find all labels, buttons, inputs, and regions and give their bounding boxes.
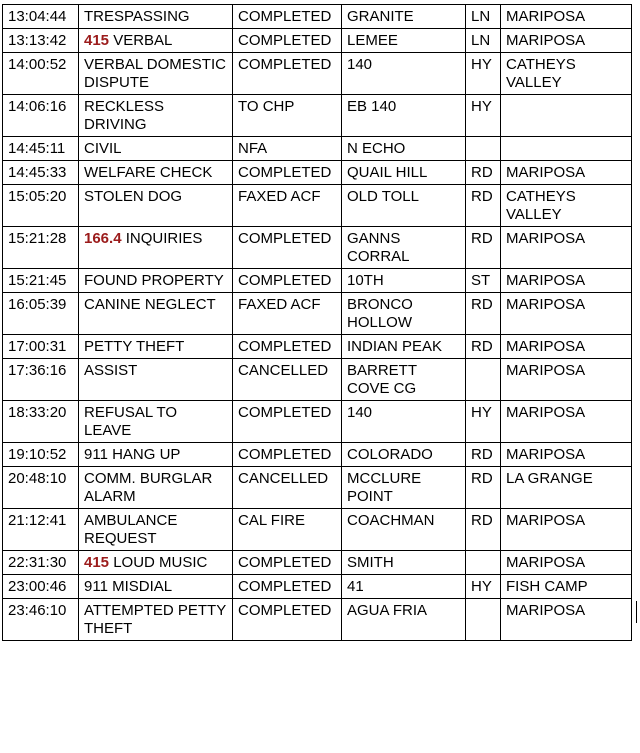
time-cell	[3, 293, 79, 335]
time-cell	[3, 5, 79, 29]
disposition-cell	[233, 161, 342, 185]
city-text: MARIPOSA	[506, 446, 586, 463]
margin-line	[636, 601, 637, 623]
time-text: 15:21:28	[8, 230, 67, 247]
street-text: COLORADO	[347, 446, 433, 463]
nature-text: ATTEMPTED PETTY THEFT	[84, 602, 226, 637]
time-cell	[3, 575, 79, 599]
city-cell	[501, 53, 632, 95]
disposition-cell	[233, 551, 342, 575]
type-text: RD	[471, 470, 493, 487]
disposition-text: COMPLETED	[238, 446, 332, 463]
city-text: MARIPOSA	[506, 32, 586, 49]
nature-text: REFUSAL TO LEAVE	[84, 404, 178, 439]
type-cell	[466, 29, 501, 53]
city-text: MARIPOSA	[506, 602, 586, 619]
street-cell	[342, 551, 466, 575]
city-text: MARIPOSA	[506, 164, 586, 181]
table-row	[3, 5, 632, 29]
street-text: GANNS CORRAL	[347, 230, 410, 265]
type-cell	[466, 509, 501, 551]
penal-code: 415	[84, 32, 110, 49]
city-cell	[501, 551, 632, 575]
city-cell	[501, 29, 632, 53]
time-text: 13:13:42	[8, 32, 67, 49]
table-row	[3, 29, 632, 53]
street-cell	[342, 401, 466, 443]
street-text: BARRETT COVE CG	[347, 362, 417, 397]
street-cell	[342, 467, 466, 509]
street-text: EB 140	[347, 98, 397, 115]
city-text: MARIPOSA	[506, 554, 586, 571]
time-text: 18:33:20	[8, 404, 67, 421]
type-cell	[466, 599, 501, 641]
disposition-text: TO CHP	[238, 98, 295, 115]
time-text: 13:04:44	[8, 8, 67, 25]
type-cell	[466, 95, 501, 137]
disposition-text: NFA	[238, 140, 268, 157]
street-cell	[342, 227, 466, 269]
city-text: LA GRANGE	[506, 470, 593, 487]
nature-cell	[79, 401, 233, 443]
city-cell	[501, 509, 632, 551]
city-text: MARIPOSA	[506, 338, 586, 355]
nature-text: 911 HANG UP	[84, 446, 181, 463]
penal-code: 166.4	[84, 230, 122, 247]
call-log-table	[2, 4, 632, 641]
disposition-cell	[233, 185, 342, 227]
disposition-text: COMPLETED	[238, 56, 332, 73]
time-cell	[3, 29, 79, 53]
table-row	[3, 509, 632, 551]
type-cell	[466, 137, 501, 161]
street-cell	[342, 293, 466, 335]
disposition-cell	[233, 335, 342, 359]
street-text: 140	[347, 56, 373, 73]
disposition-text: COMPLETED	[238, 164, 332, 181]
nature-cell	[79, 161, 233, 185]
disposition-cell	[233, 29, 342, 53]
nature-text: STOLEN DOG	[84, 188, 183, 205]
disposition-text: CANCELLED	[238, 470, 329, 487]
street-text: 140	[347, 404, 373, 421]
street-cell	[342, 443, 466, 467]
time-text: 17:00:31	[8, 338, 67, 355]
street-text: AGUA FRIA	[347, 602, 428, 619]
disposition-cell	[233, 293, 342, 335]
disposition-cell	[233, 269, 342, 293]
nature-text: VERBAL DOMESTIC DISPUTE	[84, 56, 226, 91]
disposition-cell	[233, 5, 342, 29]
disposition-text: FAXED ACF	[238, 296, 321, 313]
nature-cell	[79, 269, 233, 293]
city-cell	[501, 137, 632, 161]
street-text: SMITH	[347, 554, 394, 571]
city-text: FISH CAMP	[506, 578, 588, 595]
nature-cell	[79, 359, 233, 401]
nature-text: 911 MISDIAL	[84, 578, 173, 595]
disposition-text: COMPLETED	[238, 8, 332, 25]
type-cell	[466, 575, 501, 599]
street-cell	[342, 53, 466, 95]
time-text: 15:05:20	[8, 188, 67, 205]
nature-text: CANINE NEGLECT	[84, 296, 216, 313]
time-cell	[3, 185, 79, 227]
city-text: MARIPOSA	[506, 272, 586, 289]
table-row	[3, 137, 632, 161]
table-row	[3, 551, 632, 575]
street-text: COACHMAN	[347, 512, 435, 529]
city-text: MARIPOSA	[506, 404, 586, 421]
disposition-cell	[233, 401, 342, 443]
time-text: 14:45:33	[8, 164, 67, 181]
type-text: HY	[471, 578, 492, 595]
street-text: MCCLURE POINT	[347, 470, 422, 505]
city-text: MARIPOSA	[506, 230, 586, 247]
table-row	[3, 443, 632, 467]
type-text: HY	[471, 98, 492, 115]
city-cell	[501, 5, 632, 29]
table-row	[3, 401, 632, 443]
city-cell	[501, 95, 632, 137]
disposition-cell	[233, 137, 342, 161]
city-text: MARIPOSA	[506, 512, 586, 529]
nature-text: AMBULANCE REQUEST	[84, 512, 178, 547]
type-cell	[466, 227, 501, 269]
nature-text: INQUIRIES	[125, 230, 203, 247]
type-cell	[466, 269, 501, 293]
nature-cell	[79, 467, 233, 509]
type-cell	[466, 5, 501, 29]
nature-text: PETTY THEFT	[84, 338, 185, 355]
street-text: INDIAN PEAK	[347, 338, 443, 355]
type-text: LN	[471, 8, 491, 25]
type-cell	[466, 359, 501, 401]
street-cell	[342, 335, 466, 359]
type-text: RD	[471, 188, 493, 205]
disposition-text: COMPLETED	[238, 272, 332, 289]
street-cell	[342, 137, 466, 161]
time-text: 21:12:41	[8, 512, 67, 529]
nature-cell	[79, 185, 233, 227]
disposition-text: COMPLETED	[238, 338, 332, 355]
nature-text: RECKLESS DRIVING	[84, 98, 165, 133]
nature-cell	[79, 95, 233, 137]
disposition-cell	[233, 599, 342, 641]
type-cell	[466, 161, 501, 185]
street-cell	[342, 575, 466, 599]
street-text: 10TH	[347, 272, 384, 289]
type-text: RD	[471, 296, 493, 313]
table-row	[3, 53, 632, 95]
disposition-cell	[233, 95, 342, 137]
type-cell	[466, 335, 501, 359]
nature-text: FOUND PROPERTY	[84, 272, 224, 289]
nature-cell	[79, 293, 233, 335]
nature-cell	[79, 53, 233, 95]
city-text: CATHEYS VALLEY	[506, 56, 576, 91]
table-row	[3, 269, 632, 293]
type-text: HY	[471, 56, 492, 73]
type-cell	[466, 443, 501, 467]
table-row	[3, 227, 632, 269]
time-text: 20:48:10	[8, 470, 67, 487]
street-text: 41	[347, 578, 364, 595]
city-cell	[501, 335, 632, 359]
time-text: 14:00:52	[8, 56, 67, 73]
nature-cell	[79, 335, 233, 359]
street-text: BRONCO HOLLOW	[347, 296, 413, 331]
type-cell	[466, 293, 501, 335]
table-row	[3, 575, 632, 599]
type-text: RD	[471, 338, 493, 355]
street-cell	[342, 599, 466, 641]
penal-code: 415	[84, 554, 110, 571]
time-text: 15:21:45	[8, 272, 67, 289]
city-cell	[501, 185, 632, 227]
disposition-text: COMPLETED	[238, 32, 332, 49]
disposition-cell	[233, 53, 342, 95]
time-text: 23:00:46	[8, 578, 67, 595]
type-cell	[466, 401, 501, 443]
table-row	[3, 359, 632, 401]
disposition-cell	[233, 227, 342, 269]
disposition-text: COMPLETED	[238, 230, 332, 247]
time-cell	[3, 509, 79, 551]
nature-cell	[79, 509, 233, 551]
table-row	[3, 161, 632, 185]
type-text: HY	[471, 404, 492, 421]
city-cell	[501, 467, 632, 509]
disposition-text: COMPLETED	[238, 602, 332, 619]
nature-cell	[79, 137, 233, 161]
table-row	[3, 467, 632, 509]
time-cell	[3, 227, 79, 269]
street-cell	[342, 95, 466, 137]
nature-cell	[79, 227, 233, 269]
city-cell	[501, 401, 632, 443]
nature-text: VERBAL	[113, 32, 173, 49]
street-cell	[342, 5, 466, 29]
disposition-cell	[233, 509, 342, 551]
nature-cell	[79, 575, 233, 599]
disposition-text: COMPLETED	[238, 404, 332, 421]
nature-text: ASSIST	[84, 362, 138, 379]
nature-cell	[79, 5, 233, 29]
time-text: 19:10:52	[8, 446, 67, 463]
time-cell	[3, 359, 79, 401]
street-text: QUAIL HILL	[347, 164, 428, 181]
time-cell	[3, 467, 79, 509]
street-cell	[342, 161, 466, 185]
time-cell	[3, 137, 79, 161]
nature-cell	[79, 443, 233, 467]
time-cell	[3, 401, 79, 443]
table-row	[3, 335, 632, 359]
city-cell	[501, 293, 632, 335]
nature-text: LOUD MUSIC	[113, 554, 208, 571]
type-text: RD	[471, 230, 493, 247]
time-cell	[3, 95, 79, 137]
disposition-cell	[233, 575, 342, 599]
street-cell	[342, 29, 466, 53]
time-text: 22:31:30	[8, 554, 67, 571]
street-text: N ECHO	[347, 140, 406, 157]
city-text: MARIPOSA	[506, 362, 586, 379]
type-text: RD	[471, 164, 493, 181]
type-cell	[466, 185, 501, 227]
city-cell	[501, 269, 632, 293]
street-cell	[342, 269, 466, 293]
street-cell	[342, 359, 466, 401]
time-text: 23:46:10	[8, 602, 67, 619]
disposition-text: CAL FIRE	[238, 512, 305, 529]
type-text: LN	[471, 32, 491, 49]
time-cell	[3, 53, 79, 95]
time-text: 14:45:11	[8, 140, 66, 157]
disposition-text: CANCELLED	[238, 362, 329, 379]
time-cell	[3, 443, 79, 467]
street-text: GRANITE	[347, 8, 414, 25]
type-cell	[466, 467, 501, 509]
type-text: ST	[471, 272, 491, 289]
type-text: RD	[471, 446, 493, 463]
city-cell	[501, 443, 632, 467]
time-cell	[3, 161, 79, 185]
street-text: OLD TOLL	[347, 188, 419, 205]
nature-text: WELFARE CHECK	[84, 164, 213, 181]
city-cell	[501, 227, 632, 269]
time-text: 14:06:16	[8, 98, 67, 115]
disposition-cell	[233, 359, 342, 401]
call-log-body	[3, 5, 632, 641]
city-text: MARIPOSA	[506, 8, 586, 25]
type-cell	[466, 53, 501, 95]
city-cell	[501, 359, 632, 401]
city-cell	[501, 575, 632, 599]
type-cell	[466, 551, 501, 575]
time-text: 17:36:16	[8, 362, 67, 379]
disposition-cell	[233, 467, 342, 509]
disposition-text: FAXED ACF	[238, 188, 321, 205]
disposition-text: COMPLETED	[238, 578, 332, 595]
nature-text: CIVIL	[84, 140, 122, 157]
table-row	[3, 185, 632, 227]
nature-text: TRESPASSING	[84, 8, 190, 25]
street-cell	[342, 185, 466, 227]
disposition-text: COMPLETED	[238, 554, 332, 571]
city-cell	[501, 599, 632, 641]
type-text: RD	[471, 512, 493, 529]
time-cell	[3, 599, 79, 641]
time-text: 16:05:39	[8, 296, 67, 313]
time-cell	[3, 551, 79, 575]
nature-cell	[79, 29, 233, 53]
table-row	[3, 95, 632, 137]
street-text: LEMEE	[347, 32, 398, 49]
nature-cell	[79, 599, 233, 641]
disposition-cell	[233, 443, 342, 467]
time-cell	[3, 335, 79, 359]
time-cell	[3, 269, 79, 293]
table-row	[3, 293, 632, 335]
nature-text: COMM. BURGLAR ALARM	[84, 470, 213, 505]
city-text: CATHEYS VALLEY	[506, 188, 576, 223]
nature-cell	[79, 551, 233, 575]
city-text: MARIPOSA	[506, 296, 586, 313]
table-row	[3, 599, 632, 641]
street-cell	[342, 509, 466, 551]
city-cell	[501, 161, 632, 185]
